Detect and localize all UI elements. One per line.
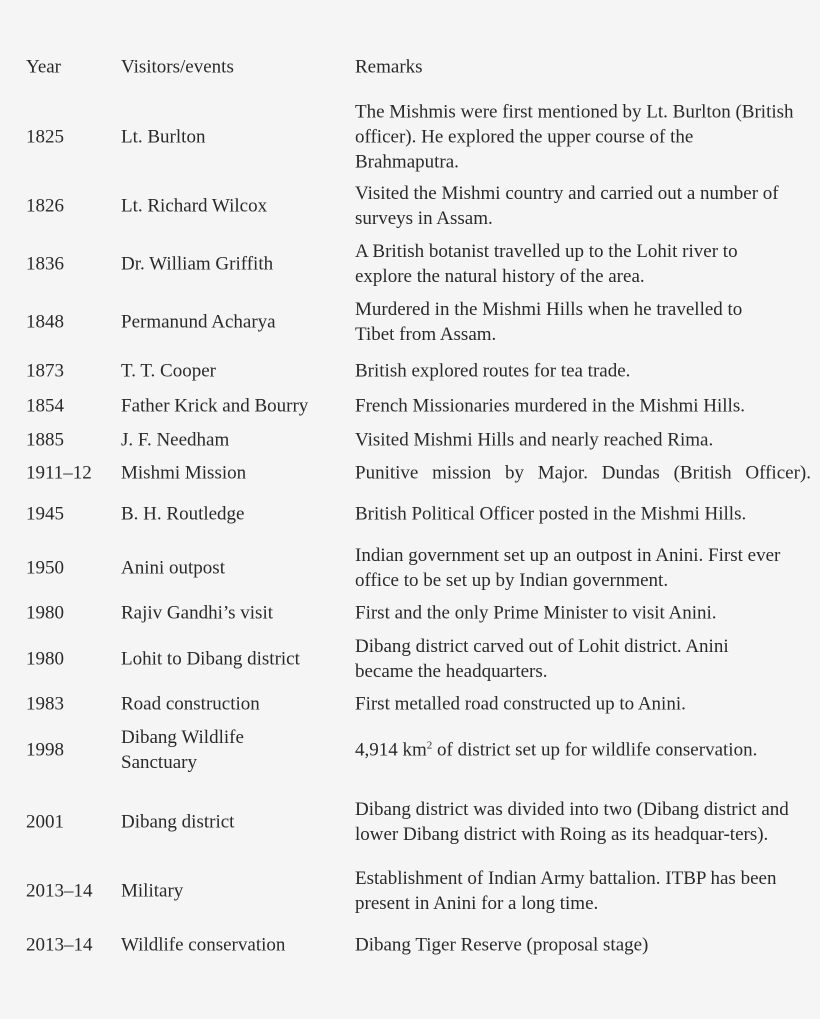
header-year: Year [26, 56, 62, 78]
row-visitor: Dr. William Griffith [121, 253, 274, 275]
row-remarks: British explored routes for tea trade. [355, 360, 631, 382]
header-visitors: Visitors/events [121, 56, 234, 78]
row-year: 1980 [26, 602, 64, 624]
row-year: 1983 [26, 693, 64, 715]
row-remarks: Dibang district was divided into two (Dibang district and lower Dibang district with Roing as its headquar-ters). [355, 798, 789, 845]
row-visitor: Wildlife conservation [121, 934, 286, 956]
row-year: 2001 [26, 811, 64, 832]
table-row [0, 866, 820, 916]
table-row [0, 600, 820, 626]
row-visitor: Dibang district [121, 811, 235, 832]
row-year: 1873 [26, 360, 64, 382]
row-remarks: Dibang Tiger Reserve (proposal stage) [355, 934, 649, 956]
row-remarks: Punitive mission by Major. Dundas (British Officer). [355, 462, 811, 484]
row-visitor: Rajiv Gandhi’s visit [121, 602, 273, 624]
table-row [0, 501, 820, 527]
row-remarks: A British botanist travelled up to the Lohit river to explore the natural history of the area. [355, 241, 738, 287]
row-remarks: British Political Officer posted in the Mishmi Hills. [355, 503, 747, 525]
table-row [0, 634, 820, 684]
table-row [0, 784, 820, 859]
table-row [0, 932, 820, 958]
row-remarks: First metalled road constructed up to Anini. [355, 693, 686, 715]
table-row [0, 543, 820, 593]
row-year: 1825 [26, 126, 64, 147]
row-remarks: First and the only Prime Minister to visit Anini. [355, 602, 717, 624]
table-row [0, 393, 820, 419]
row-year: 1998 [26, 739, 64, 761]
row-year: 1911–12 [26, 462, 92, 484]
table-row [0, 297, 820, 347]
table-row [0, 181, 820, 231]
area-superscript: 2 [426, 739, 433, 752]
table-row [0, 691, 820, 717]
row-year: 2013–14 [26, 880, 93, 902]
row-visitor: Permanund Acharya [121, 311, 276, 333]
row-visitor: B. H. Routledge [121, 503, 245, 525]
row-visitor: J. F. Needham [121, 429, 230, 451]
table-header-row [0, 54, 820, 80]
row-year: 1945 [26, 503, 64, 525]
table-row [0, 358, 820, 384]
row-year: 1854 [26, 395, 64, 417]
row-visitor: Road construction [121, 693, 260, 715]
row-year: 2013–14 [26, 934, 93, 956]
row-visitor: T. T. Cooper [121, 360, 216, 382]
row-remarks: Dibang district carved out of Lohit district. Anini became the headquarters. [355, 636, 729, 682]
header-remarks: Remarks [355, 56, 423, 78]
row-visitor: Military [121, 880, 184, 902]
row-visitor: Lt. Richard Wilcox [121, 195, 268, 217]
row-year: 1950 [26, 557, 64, 579]
row-remarks: French Missionaries murdered in the Mishmi Hills. [355, 395, 745, 417]
row-year: 1980 [26, 648, 64, 670]
row-remarks: Visited the Mishmi country and carried out a number of surveys in Assam. [355, 183, 779, 229]
table-row [0, 239, 820, 289]
table-row [0, 460, 820, 486]
row-visitor: Mishmi Mission [121, 462, 247, 484]
row-remarks [355, 738, 813, 763]
row-year: 1848 [26, 311, 64, 333]
table-row [0, 99, 820, 174]
table-row [0, 725, 820, 775]
row-visitor: Lohit to Dibang district [121, 648, 300, 670]
row-visitor: Lt. Burlton [121, 126, 206, 147]
row-remarks: Indian government set up an outpost in Anini. First ever office to be set up by Indian government. [355, 545, 781, 591]
row-visitor: Anini outpost [121, 557, 225, 579]
row-remarks: Visited Mishmi Hills and nearly reached Rima. [355, 429, 714, 451]
area-value: 4,914 km [355, 739, 427, 761]
row-remarks: The Mishmis were first mentioned by Lt. Burlton (British officer). He explored the upper course of the Brahmaputra. [355, 101, 794, 172]
table-row [0, 427, 820, 453]
row-visitor: Father Krick and Bourry [121, 395, 309, 417]
row-visitor: Dibang Wildlife Sanctuary [121, 727, 244, 773]
row-year: 1885 [26, 429, 64, 451]
area-remark-text: of district set up for wildlife conservation. [432, 739, 758, 761]
row-remarks: Murdered in the Mishmi Hills when he travelled to Tibet from Assam. [355, 299, 743, 345]
row-remarks: Establishment of Indian Army battalion. ITBP has been present in Anini for a long time. [355, 868, 777, 914]
row-year: 1836 [26, 253, 64, 275]
row-year: 1826 [26, 195, 64, 217]
